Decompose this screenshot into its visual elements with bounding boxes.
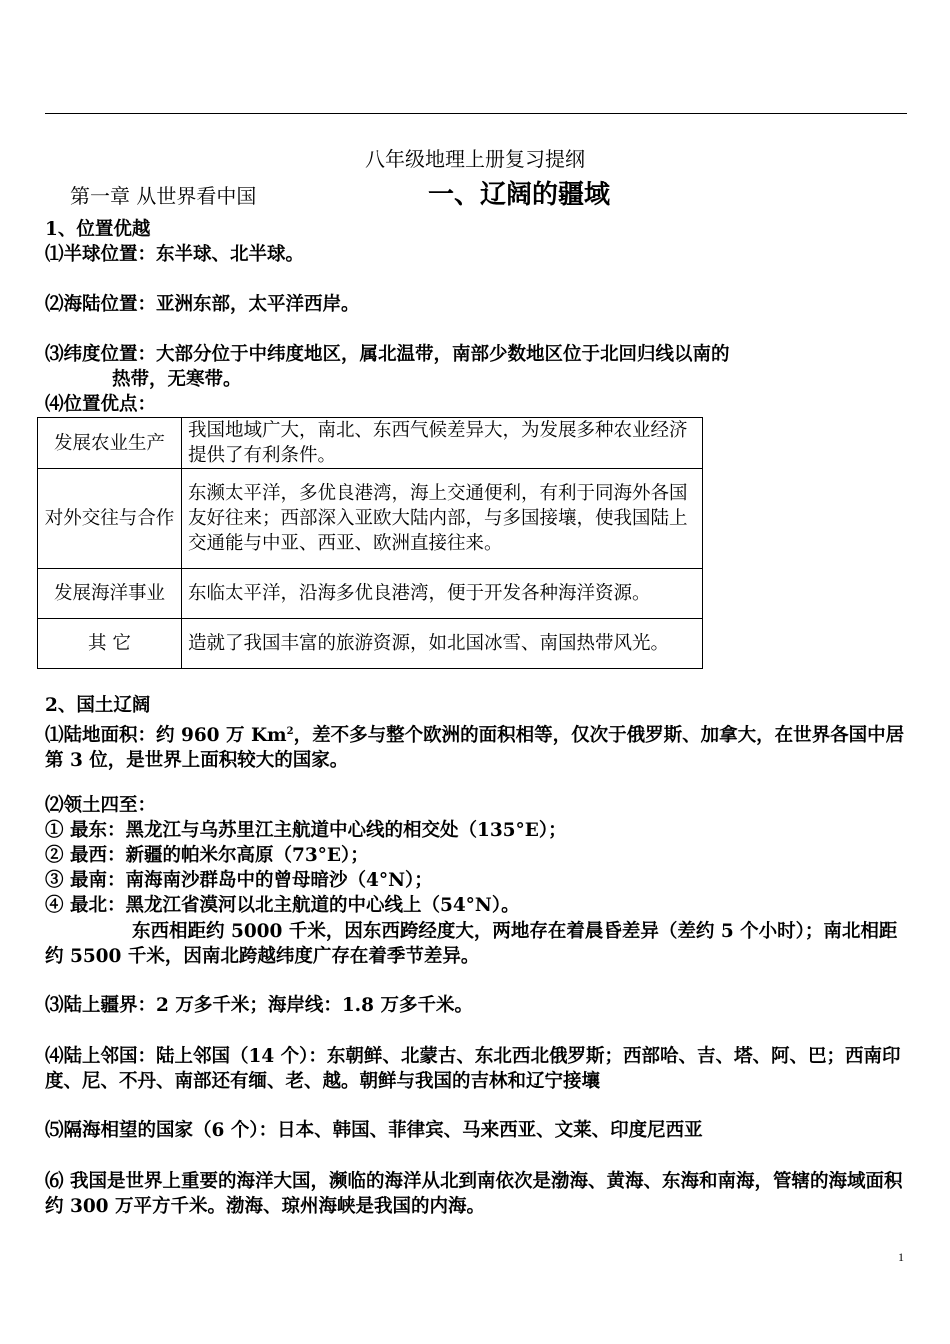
border-length: ⑶陆上疆界：2 万多千米；海岸线：1.8 万多千米。 (45, 995, 473, 1016)
page-number: 1 (898, 1250, 904, 1264)
table-value: 东濒太平洋，多优良港湾，海上交通便利，有利于同海外各国友好往来；西部深入亚欧大陆内部，与多国接壤，使我国陆上交通能与中亚、西亚、欧洲直接往来。 (182, 469, 703, 569)
land-area-text-cont: ，差不多与整个欧洲的面积相等，仅次于俄罗斯、加拿大，在世界各国中居第 3 位，是世界上面积较大的国家。 (45, 725, 905, 772)
table-row (38, 469, 703, 569)
table-row (38, 418, 703, 469)
extreme-north: ④ 最北：黑龙江省漠河以北主航道的中心线上（54°N）。 (45, 895, 520, 916)
table-value: 我国地域广大，南北、东西气候差异大，为发展多种农业经济提供了有利条件。 (182, 418, 703, 469)
table-row (38, 569, 703, 619)
land-area-text: ⑴陆地面积：约 960 万 Km (45, 725, 287, 747)
land-area-superscript: 2 (286, 726, 294, 737)
advantages-table (37, 417, 703, 669)
sea-neighbors: ⑸隔海相望的国家（6 个）：日本、韩国、菲律宾、马来西亚、文莱、印度尼西亚 (45, 1120, 703, 1141)
extreme-east: ① 最东：黑龙江与乌苏里江主航道中心线的相交处（135°E）； (45, 820, 567, 841)
land-neighbors: ⑷陆上邻国：陆上邻国（14 个）：东朝鲜、北蒙古、东北西北俄罗斯；西部哈、吉、塔、阿、巴；西南印度、尼、不丹、南部还有缅、老、越。朝鲜与我国的吉林和辽宁接壤 (45, 1046, 901, 1092)
sea-land-position: ⑵海陆位置：亚洲东部，太平洋西岸。 (45, 294, 360, 315)
extreme-west: ② 最西：新疆的帕米尔高原（73°E）； (45, 845, 369, 866)
table-value: 造就了我国丰富的旅游资源，如北国冰雪、南国热带风光。 (182, 619, 703, 669)
table-row (38, 619, 703, 669)
section-title: 一、辽阔的疆域 (428, 180, 611, 210)
distance-paragraph: 东西相距约 5000 千米，因东西跨经度大，两地存在着晨昏差异（差约 5 个小时）；南北相距约 5500 千米，因南北跨越纬度广存在着季节差异。 (45, 921, 898, 967)
extremes-label: ⑵领土四至： (45, 795, 157, 816)
heading-location: 1、位置优越 (45, 219, 151, 240)
table-key: 发展海洋事业 (38, 569, 182, 619)
ocean-paragraph: ⑹ 我国是世界上重要的海洋大国，濒临的海洋从北到南依次是渤海、黄海、东海和南海，管辖的海域面积约 300 万平方千米。渤海、琼州海峡是我国的内海。 (45, 1171, 903, 1217)
advantages-label: ⑷位置优点： (45, 394, 157, 415)
table-key: 对外交往与合作 (38, 469, 182, 569)
table-key: 其 它 (38, 619, 182, 669)
table-key: 发展农业生产 (38, 418, 182, 469)
latitude-position: ⑶纬度位置：大部分位于中纬度地区，属北温带，南部少数地区位于北回归线以南的 (45, 344, 730, 365)
table-value: 东临太平洋，沿海多优良港湾，便于开发各种海洋资源。 (182, 569, 703, 619)
hemisphere-position: ⑴半球位置：东半球、北半球。 (45, 244, 305, 265)
heading-territory: 2、国土辽阔 (45, 695, 151, 716)
document-title: 八年级地理上册复习提纲 (365, 147, 585, 171)
extreme-south: ③ 最南：南海南沙群岛中的曾母暗沙（4°N）； (45, 870, 433, 891)
land-area (45, 719, 907, 773)
latitude-position-cont: 热带，无寒带。 (112, 369, 242, 390)
chapter-title: 第一章 从世界看中国 (70, 184, 257, 208)
header-rule (45, 113, 907, 114)
